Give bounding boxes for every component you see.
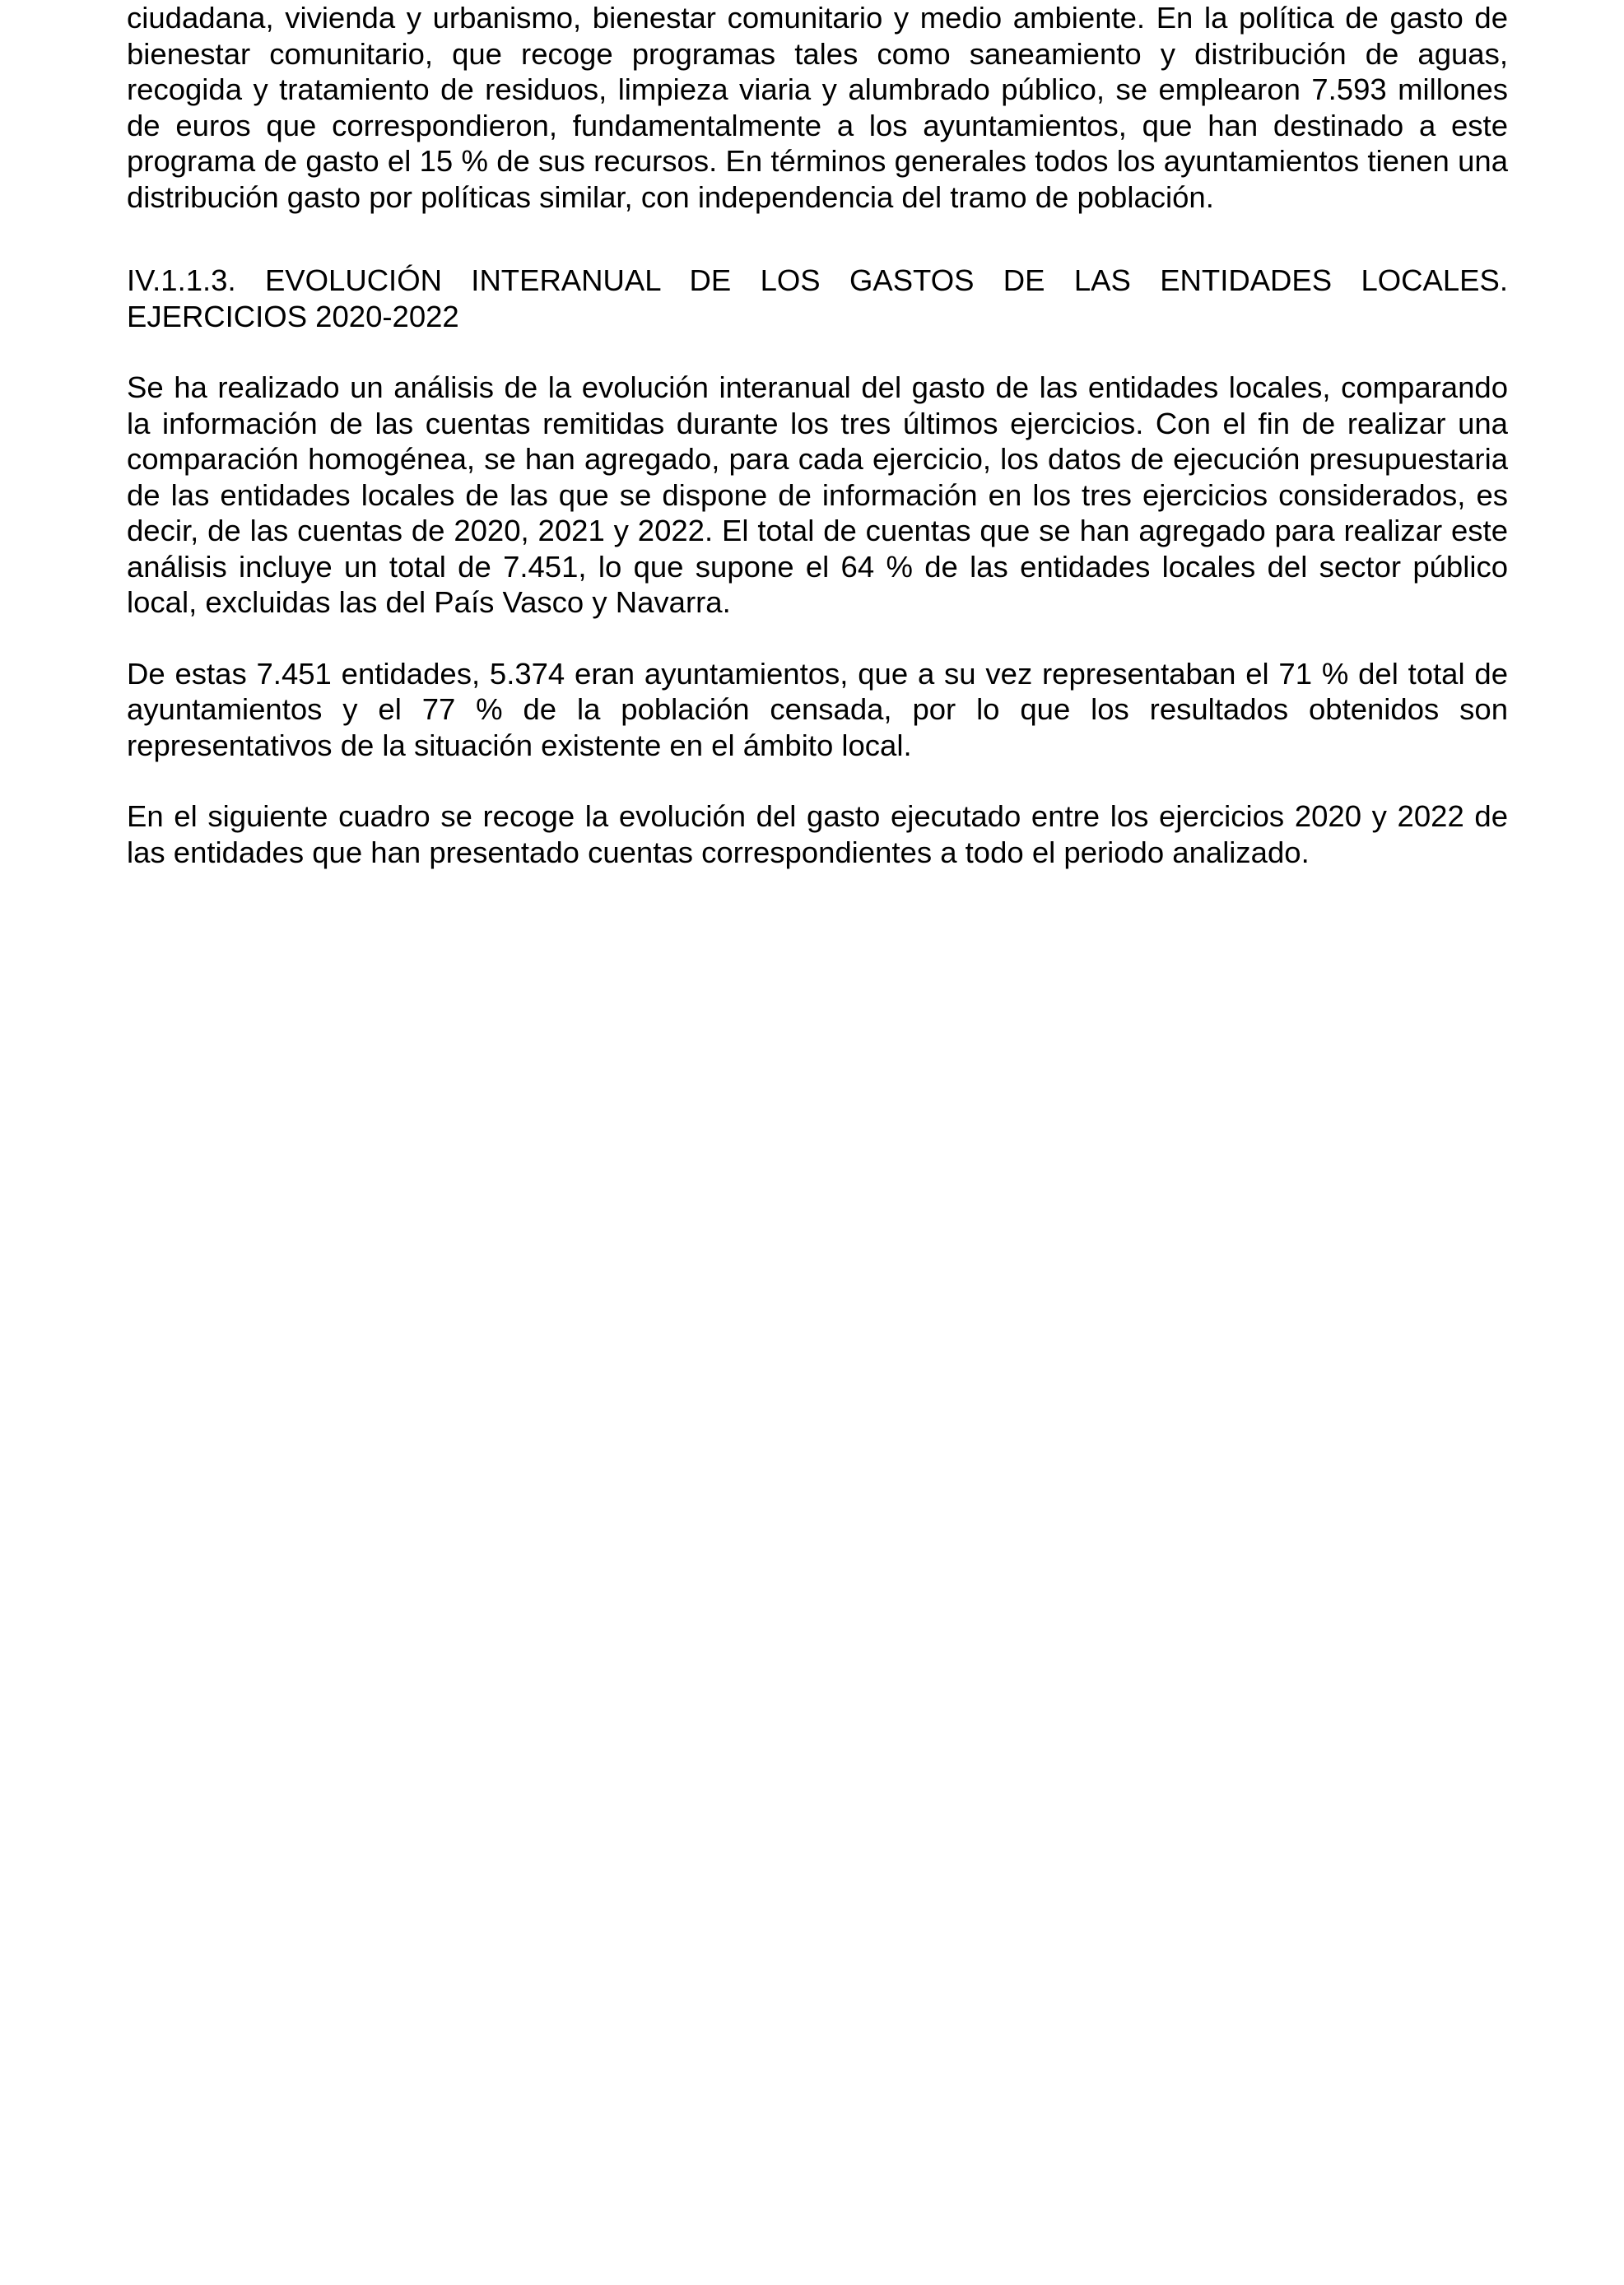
section-heading: IV.1.1.3. EVOLUCIÓN INTERANUAL DE LOS GASTOS DE LAS ENTIDADES LOCALES. EJERCICIOS 2020-2022 [127,263,1508,333]
paragraph-community-welfare: ciudadana, vivienda y urbanismo, bienestar comunitario y medio ambiente. En la política de gasto de bienestar comunitario, que recoge programas tales como saneamiento y distribución de aguas, recogida y tratamiento de residuos, limpieza viaria y alumbrado público, se emplearon 7.593 millones de euros que correspondieron, fundamentalmente a los ayuntamientos, que han destinado a este programa de gasto el 15 % de sus recursos. En términos generales todos los ayuntamientos tienen una distribución gasto por políticas similar, con independencia del tramo de población. [127,1,1508,214]
paragraph-table-intro: En el siguiente cuadro se recoge la evolución del gasto ejecutado entre los ejercicios 2020 y 2022 de las entidades que han presentado cuentas correspondientes a todo el periodo analizado. [127,799,1508,869]
paragraph-interannual-analysis: Se ha realizado un análisis de la evolución interanual del gasto de las entidades locales, comparando la información de las cuentas remitidas durante los tres últimos ejercicios. Con el fin de realizar una comparación homogénea, se han agregado, para cada ejercicio, los datos de ejecución presupuestaria de las entidades locales de las que se dispone de información en los tres ejercicios considerados, es decir, de las cuentas de 2020, 2021 y 2022. El total de cuentas que se han agregado para realizar este análisis incluye un total de 7.451, lo que supone el 64 % de las entidades locales del sector público local, excluidas las del País Vasco y Navarra. [127,370,1508,619]
document-page [127,0,1508,870]
paragraph-entities-breakdown: De estas 7.451 entidades, 5.374 eran ayuntamientos, que a su vez representaban el 71 % del total de ayuntamientos y el 77 % de la población censada, por lo que los resultados obtenidos son representativos de la situación existente en el ámbito local. [127,656,1508,762]
